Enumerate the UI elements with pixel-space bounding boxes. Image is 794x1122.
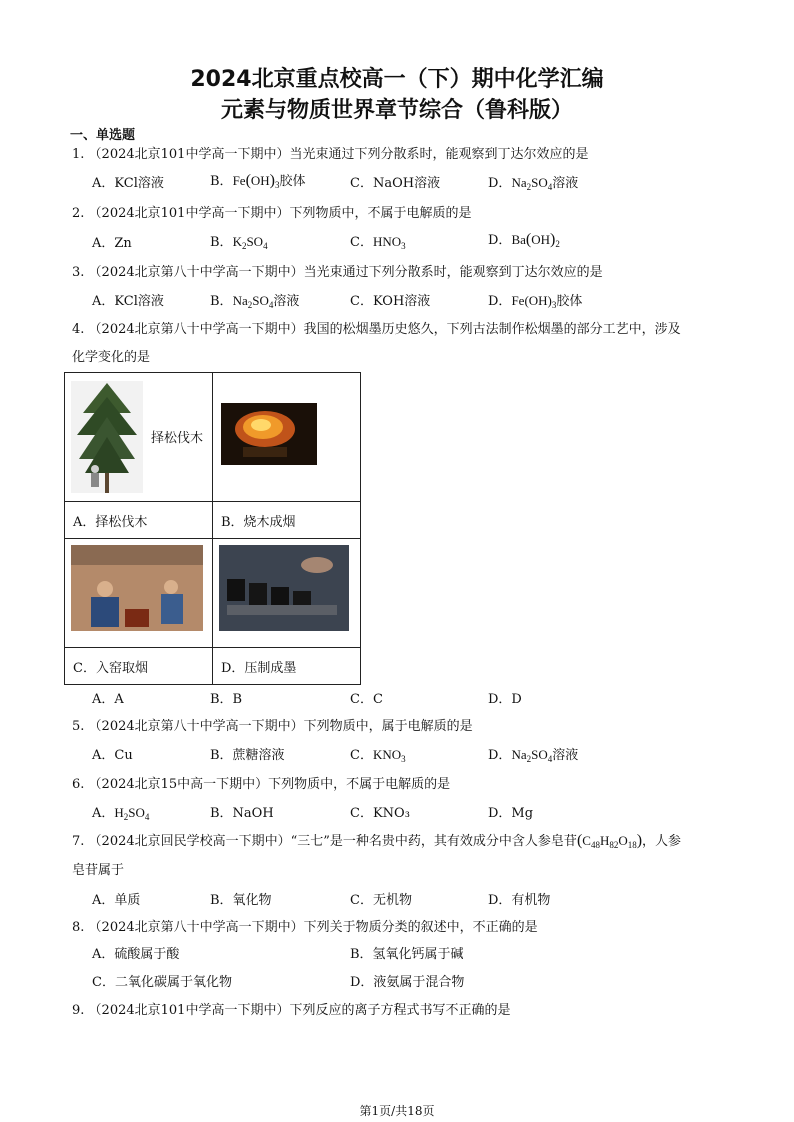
q7-option-a: A．单质 — [92, 893, 141, 908]
q1-option-d: D．$Na_2SO_4$溶液 — [488, 175, 579, 192]
q4-option-d: D．D — [488, 692, 522, 707]
q7-option-d: D．有机物 — [488, 893, 551, 908]
q1-option-c: C．NaOH溶液 — [350, 176, 441, 191]
q2-option-d: D．$Ba(OH)_2$ — [488, 231, 560, 249]
q8-option-d: D．液氨属于混合物 — [350, 975, 465, 990]
question-4: 4. （2024北京第八十中学高一下期中）我国的松烟墨历史悠久，下列古法制作松烟墨的部分工艺中，涉及 — [72, 322, 681, 337]
title-line-2: 元素与物质世界章节综合（鲁科版） — [220, 98, 573, 123]
question-2: 2. （2024北京101中学高一下期中）下列物质中，不属于电解质的是 — [72, 206, 472, 221]
question-5: 5. （2024北京第八十中学高一下期中）下列物质中，属于电解质的是 — [72, 719, 473, 734]
q6-option-b: B．NaOH — [210, 806, 274, 821]
section-heading: 一、单选题 — [70, 128, 136, 143]
question-9: 9. （2024北京101中学高一下期中）下列反应的离子方程式书写不正确的是 — [72, 1003, 511, 1018]
q1-option-b: B．$Fe(OH)_3$胶体 — [210, 172, 306, 190]
process-image-table — [64, 372, 361, 685]
q4-option-a: A．A — [92, 692, 124, 707]
q7-option-b: B．氧化物 — [210, 893, 272, 908]
q2-option-a: A．Zn — [92, 236, 132, 251]
question-7-line2: 皂苷属于 — [72, 863, 125, 878]
q6-option-a: A．$H_2SO_4$ — [92, 805, 150, 822]
q2-option-b: B．$K_2SO_4$ — [210, 234, 268, 251]
q4-option-c: C．C — [350, 692, 383, 707]
question-6: 6. （2024北京15中高一下期中）下列物质中，不属于电解质的是 — [72, 777, 451, 792]
q6-option-c: C．KNO₃ — [350, 806, 410, 821]
caption-c: C．入窑取烟 — [65, 648, 213, 685]
q6-option-d: D．Mg — [488, 806, 534, 821]
q5-option-d: D．$Na_2SO_4$溶液 — [488, 747, 579, 764]
q5-option-a: A．Cu — [92, 748, 133, 763]
q7-option-c: C．无机物 — [350, 893, 412, 908]
image-label-a: 择松伐木 — [151, 431, 204, 446]
q3-option-d: D．$Fe(OH)_3$胶体 — [488, 293, 583, 310]
ink-pressing-image — [213, 539, 360, 647]
page-footer: 第1页/共18页 — [359, 1104, 435, 1118]
caption-d: D．压制成墨 — [213, 648, 361, 685]
kiln-soot-image — [65, 539, 212, 647]
q3-option-c: C．KOH溶液 — [350, 294, 431, 309]
question-1: 1. （2024北京101中学高一下期中）当光束通过下列分散系时，能观察到丁达尔效应的是 — [72, 147, 589, 162]
caption-b: B．烧木成烟 — [213, 502, 361, 539]
image-cell-a — [65, 373, 213, 502]
q8-option-a: A．硫酸属于酸 — [92, 947, 180, 962]
q8-option-b: B．氢氧化钙属于碱 — [350, 947, 464, 962]
q3-option-a: A．KCl溶液 — [92, 294, 164, 309]
caption-a: A．择松伐木 — [65, 502, 213, 539]
q3-option-b: B．$Na_2SO_4$溶液 — [210, 293, 300, 310]
title-line-1: 2024北京重点校高一（下）期中化学汇编 — [190, 67, 604, 92]
question-4-line2: 化学变化的是 — [72, 350, 151, 365]
q5-option-c: C．$KNO_3$ — [350, 747, 406, 764]
q4-option-b: B．B — [210, 692, 243, 707]
image-cell-c — [65, 539, 213, 648]
q8-option-c: C．二氧化碳属于氧化物 — [92, 975, 232, 990]
question-3: 3. （2024北京第八十中学高一下期中）当光束通过下列分散系时，能观察到丁达尔效应的是 — [72, 265, 603, 280]
image-cell-b — [213, 373, 361, 502]
question-8: 8. （2024北京第八十中学高一下期中）下列关于物质分类的叙述中，不正确的是 — [72, 920, 538, 935]
q1-option-a: A．KCl溶液 — [92, 176, 164, 191]
question-7: 7. （2024北京回民学校高一下期中）“三七”是一种名贵中药，其有效成分中含人参皂苷$(C_{48}H_{82}O_{18})$，人参 — [72, 832, 682, 850]
q2-option-c: C．$HNO_3$ — [350, 234, 406, 251]
image-cell-d — [213, 539, 361, 648]
q5-option-b: B．蔗糖溶液 — [210, 748, 285, 763]
burning-wood-image — [213, 373, 360, 501]
